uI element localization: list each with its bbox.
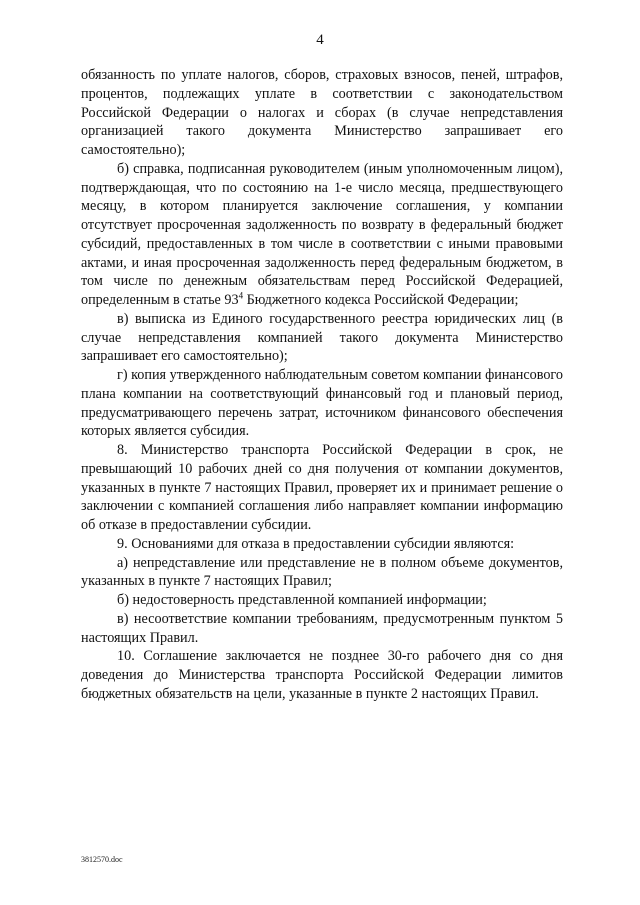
document-body xyxy=(81,66,563,704)
paragraph-b-text: б) справка, подписанная руководителем (иным уполномоченным лицом), подтверждающая, что по состоянию на 1-е число месяца, предшествующего месяцу, в котором планируется заключение соглашения, у компании отсутствует просроченная задолженность по возврату в федеральный бюджет субсидий, предоставленных в том числе в соответствии с иными правовыми актами, и иная просроченная задолженность перед федеральным бюджетом, в том числе по денежным обязательствам перед Российской Федерацией, определенным в статье 93 xyxy=(81,160,563,308)
paragraph-9a: а) непредставление или представление не в полном объеме документов, указанных в пункте 7 настоящих Правил; xyxy=(81,554,563,590)
paragraph-continuation: обязанность по уплате налогов, сборов, страховых взносов, пеней, штрафов, процентов, подлежащих уплате в соответствии с законодательством Российской Федерации о налогах и сборах (в случае непредставления организацией такого документа Министерство запрашивает его самостоятельно); xyxy=(81,67,563,158)
paragraph-9b: б) недостоверность представленной компанией информации; xyxy=(117,592,487,608)
paragraph-b-certificate xyxy=(81,160,563,310)
paragraph-10: 10. Соглашение заключается не позднее 30-го рабочего дня со дня доведения до Министерства транспорта Российской Федерации лимитов бюджетных обязательств на цели, указанные в пункте 2 настоящих Правил. xyxy=(81,648,563,702)
paragraph-b-tail: Бюджетного кодекса Российской Федерации; xyxy=(246,292,519,308)
file-name-footer: 3812570.doc xyxy=(81,855,123,864)
paragraph-8: 8. Министерство транспорта Российской Федерации в срок, не превышающий 10 рабочих дней со дня получения от компании документов, указанных в пункте 7 настоящих Правил, проверяет их и принимает решение о заключении с компанией соглашения либо направляет компании информацию об отказе в предоставлении субсидии. xyxy=(81,442,563,533)
paragraph-9: 9. Основаниями для отказа в предоставлении субсидии являются: xyxy=(117,535,515,552)
page-number: 4 xyxy=(316,32,324,48)
paragraph-9v: в) несоответствие компании требованиям, предусмотренным пунктом 5 настоящих Правил. xyxy=(81,610,563,646)
paragraph-g-copy: г) копия утвержденного наблюдательным советом компании финансового плана компании на соответствующий финансовый год и плановый период, предусматривающего перечень затрат, источником финансового обеспечения которых является субсидия. xyxy=(81,367,563,440)
article-superscript: 4 xyxy=(238,290,244,301)
paragraph-v-extract: в) выписка из Единого государственного реестра юридических лиц (в случае непредставления компанией такого документа Министерство запрашивает его самостоятельно); xyxy=(81,310,563,365)
